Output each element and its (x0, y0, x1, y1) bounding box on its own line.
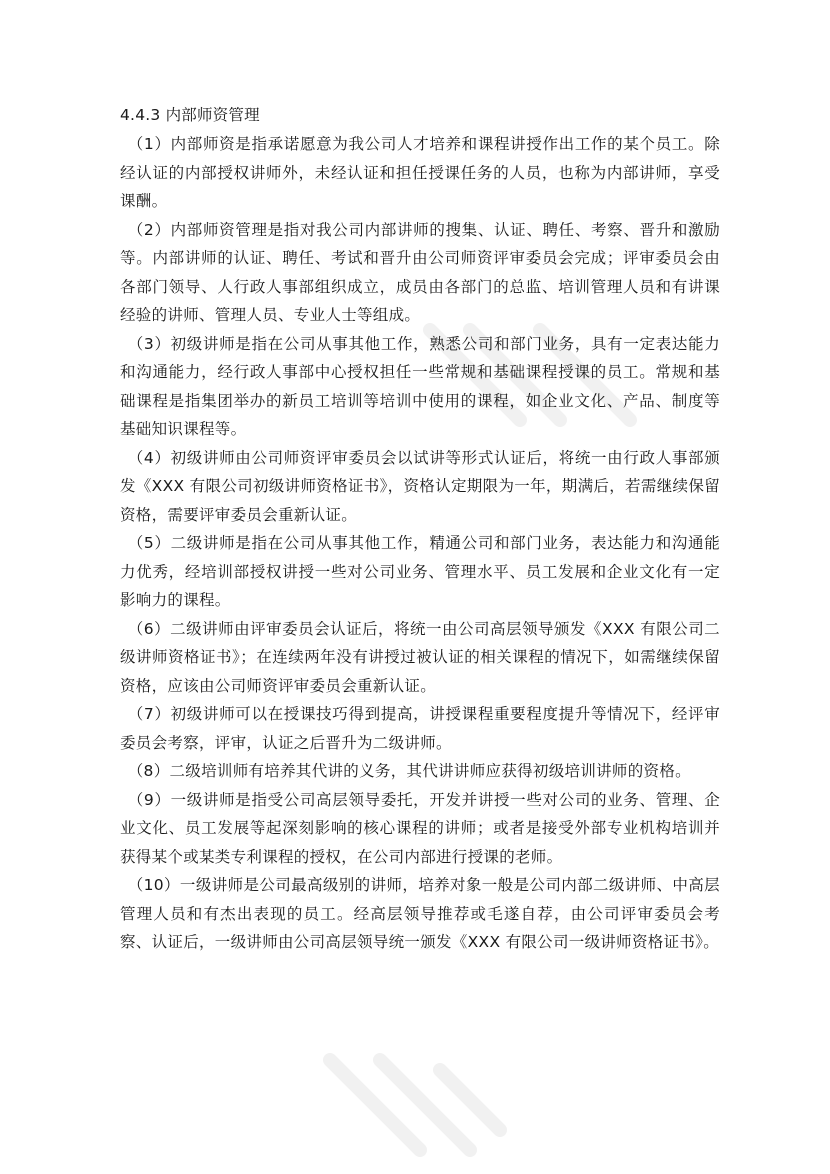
paragraph-4: （4）初级讲师由公司师资评审委员会以试讲等形式认证后，将统一由行政人事部颁发《XXX 有限公司初级讲师资格证书》，资格认定期限为一年，期满后，若需继续保留资格，需要评审委员会重新认证。 (120, 448, 720, 524)
paragraph-7: （7）初级讲师可以在授课技巧得到提高，讲授课程重要程度提升等情况下，经评审委员会考察，评审，认证之后晋升为二级讲师。 (120, 705, 720, 752)
paragraph-5: （5）二级讲师是指在公司从事其他工作，精通公司和部门业务，表达能力和沟通能力优秀，经培训部授权讲授一些对公司业务、管理水平、员工发展和企业文化有一定影响力的课程。 (120, 534, 720, 609)
paragraph-3: （3）初级讲师是指在公司从事其他工作，熟悉公司和部门业务，具有一定表达能力和沟通能力，经行政人事部中心授权担任一些常规和基础课程授课的员工。常规和基础课程是指集团举办的新员工培训等培训中使用的课程，如企业文化、产品、制度等基础知识课程等。 (120, 334, 720, 438)
section-heading: 4.4.3 内部师资管理 (120, 106, 260, 124)
paragraph-10: （10）一级讲师是公司最高级别的讲师，培养对象一般是公司内部二级讲师、中高层管理人员和有杰出表现的员工。经高层领导推荐或毛遂自荐，由公司评审委员会考察、认证后，一级讲师由公司高层领导统一颁发《XXX 有限公司一级讲师资格证书》。 (120, 876, 720, 951)
paragraph-1: （1）内部师资是指承诺愿意为我公司人才培养和课程讲授作出工作的某个员工。除经认证的内部授权讲师外，未经认证和担任授课任务的人员，也称为内部讲师，享受课酬。 (120, 135, 720, 210)
paragraph-9: （9）一级讲师是指受公司高层领导委托，开发并讲授一些对公司的业务、管理、企业文化、员工发展等起深刻影响的核心课程的讲师；或者是接受外部专业机构培训并获得某个或某类专利课程的授权，在公司内部进行授课的老师。 (120, 790, 720, 866)
paragraph-2: （2）内部师资管理是指对我公司内部讲师的搜集、认证、聘任、考察、晋升和激励等。内部讲师的认证、聘任、考试和晋升由公司师资评审委员会完成；评审委员会由各部门领导、人行政人事部组织成立，成员由各部门的总监、培训管理人员和有讲课经验的讲师、管理人员、专业人士等组成。 (120, 220, 720, 324)
document-body (120, 100, 720, 957)
paragraph-8: （8）二级培训师有培养其代讲的义务，其代讲讲师应获得初级培训讲师的资格。 (127, 762, 691, 780)
paragraph-6: （6）二级讲师由评审委员会认证后，将统一由公司高层领导颁发《XXX 有限公司二级讲师资格证书》；在连续两年没有讲授过被认证的相关课程的情况下，如需继续保留资格，应该由公司师资评审委员会重新认证。 (120, 619, 720, 695)
